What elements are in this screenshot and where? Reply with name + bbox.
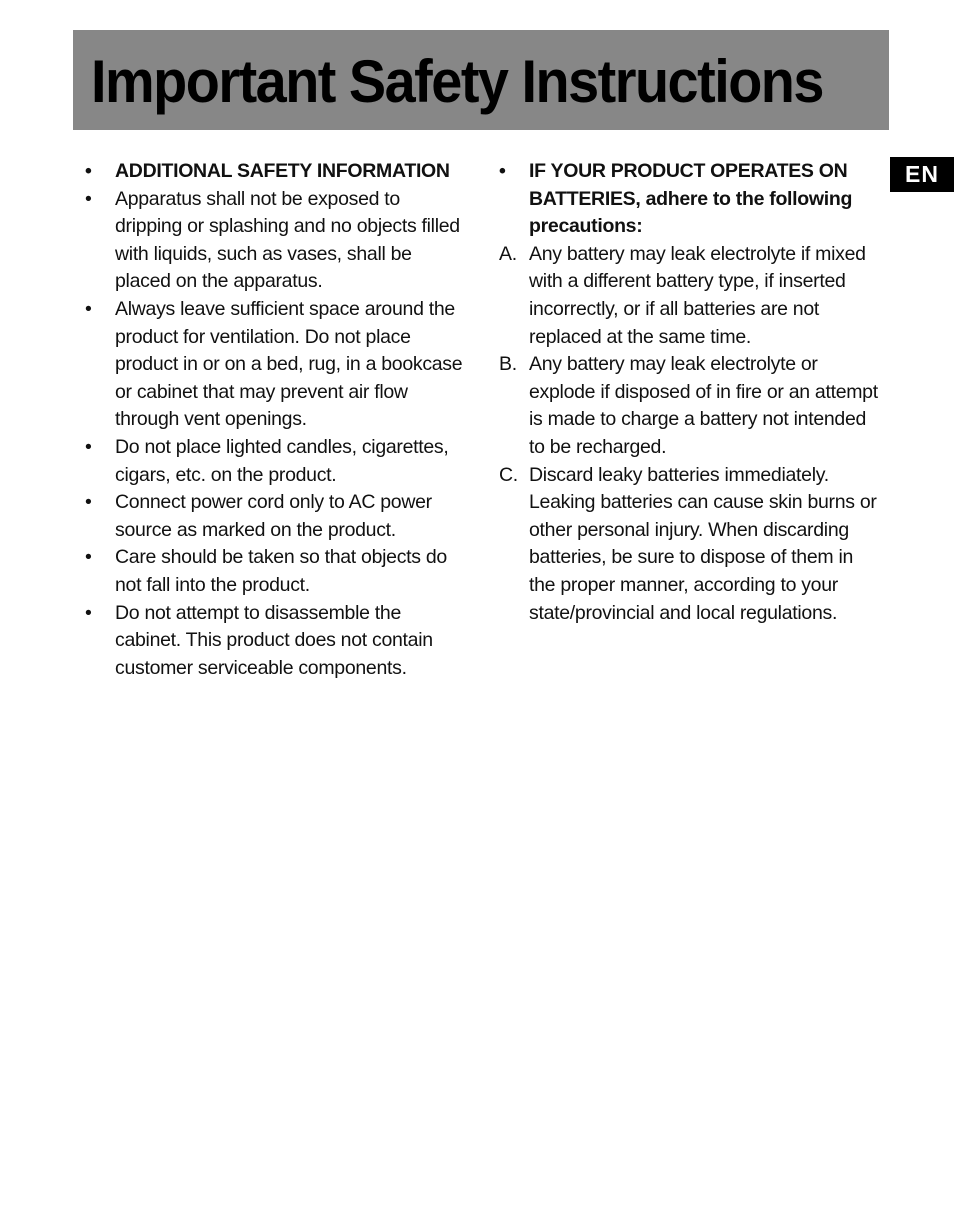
right-column bbox=[499, 158, 881, 627]
language-tab: EN bbox=[890, 157, 954, 192]
list-item bbox=[499, 241, 881, 351]
section-heading bbox=[499, 158, 881, 241]
list-item bbox=[85, 600, 467, 683]
list-item-text: Always leave sufficient space around the product for ventilation. Do not place product in or on a bed, rug, in a bookcase or cabinet that may prevent air flow through vent openings. bbox=[115, 297, 463, 431]
list-item bbox=[85, 186, 467, 296]
list-item bbox=[499, 462, 881, 628]
list-item bbox=[85, 544, 467, 599]
list-item-text: Apparatus shall not be exposed to dripping or splashing and no objects filled with liquids, such as vases, shall be placed on the apparatus. bbox=[115, 187, 460, 293]
section-heading bbox=[85, 158, 467, 186]
bullet-marker: • bbox=[85, 601, 92, 624]
left-column bbox=[85, 158, 467, 682]
list-item-text: Connect power cord only to AC power source as marked on the product. bbox=[115, 491, 432, 541]
bullet-marker: • bbox=[85, 491, 92, 514]
list-item bbox=[499, 351, 881, 461]
section-heading-text: IF YOUR PRODUCT OPERATES ON BATTERIES, adhere to the following precautions: bbox=[529, 160, 853, 238]
bullet-marker: • bbox=[85, 546, 92, 569]
list-item bbox=[85, 434, 467, 489]
list-item-text: Any battery may leak electrolyte or explode if disposed of in fire or an attempt is made to charge a battery not intended to be recharged. bbox=[529, 353, 878, 458]
title-banner bbox=[73, 30, 889, 130]
letter-marker: A. bbox=[499, 242, 517, 265]
bullet-marker: • bbox=[85, 187, 92, 210]
list-item-text: Care should be taken so that objects do not fall into the product. bbox=[115, 546, 447, 596]
list-item bbox=[85, 489, 467, 544]
section-heading-text: ADDITIONAL SAFETY INFORMATION bbox=[115, 160, 450, 182]
bullet-marker: • bbox=[499, 160, 506, 182]
letter-marker: B. bbox=[499, 353, 517, 376]
page-title: Important Safety Instructions bbox=[91, 48, 823, 115]
list-item bbox=[85, 296, 467, 434]
letter-marker: C. bbox=[499, 463, 518, 486]
list-item-text: Do not attempt to disassemble the cabinet. This product does not contain customer serviceable components. bbox=[115, 601, 433, 679]
list-item-text: Discard leaky batteries immediately. Leaking batteries can cause skin burns or other personal injury. When discarding batteries, be sure to dispose of them in the proper manner, according to your state/provincial and local regulations. bbox=[529, 463, 877, 624]
bullet-marker: • bbox=[85, 435, 92, 458]
bullet-marker: • bbox=[85, 297, 92, 320]
list-item-text: Do not place lighted candles, cigarettes, cigars, etc. on the product. bbox=[115, 435, 449, 486]
bullet-marker: • bbox=[85, 160, 92, 182]
list-item-text: Any battery may leak electrolyte if mixed with a different battery type, if inserted incorrectly, or if all batteries are not replaced at the same time. bbox=[529, 242, 866, 348]
